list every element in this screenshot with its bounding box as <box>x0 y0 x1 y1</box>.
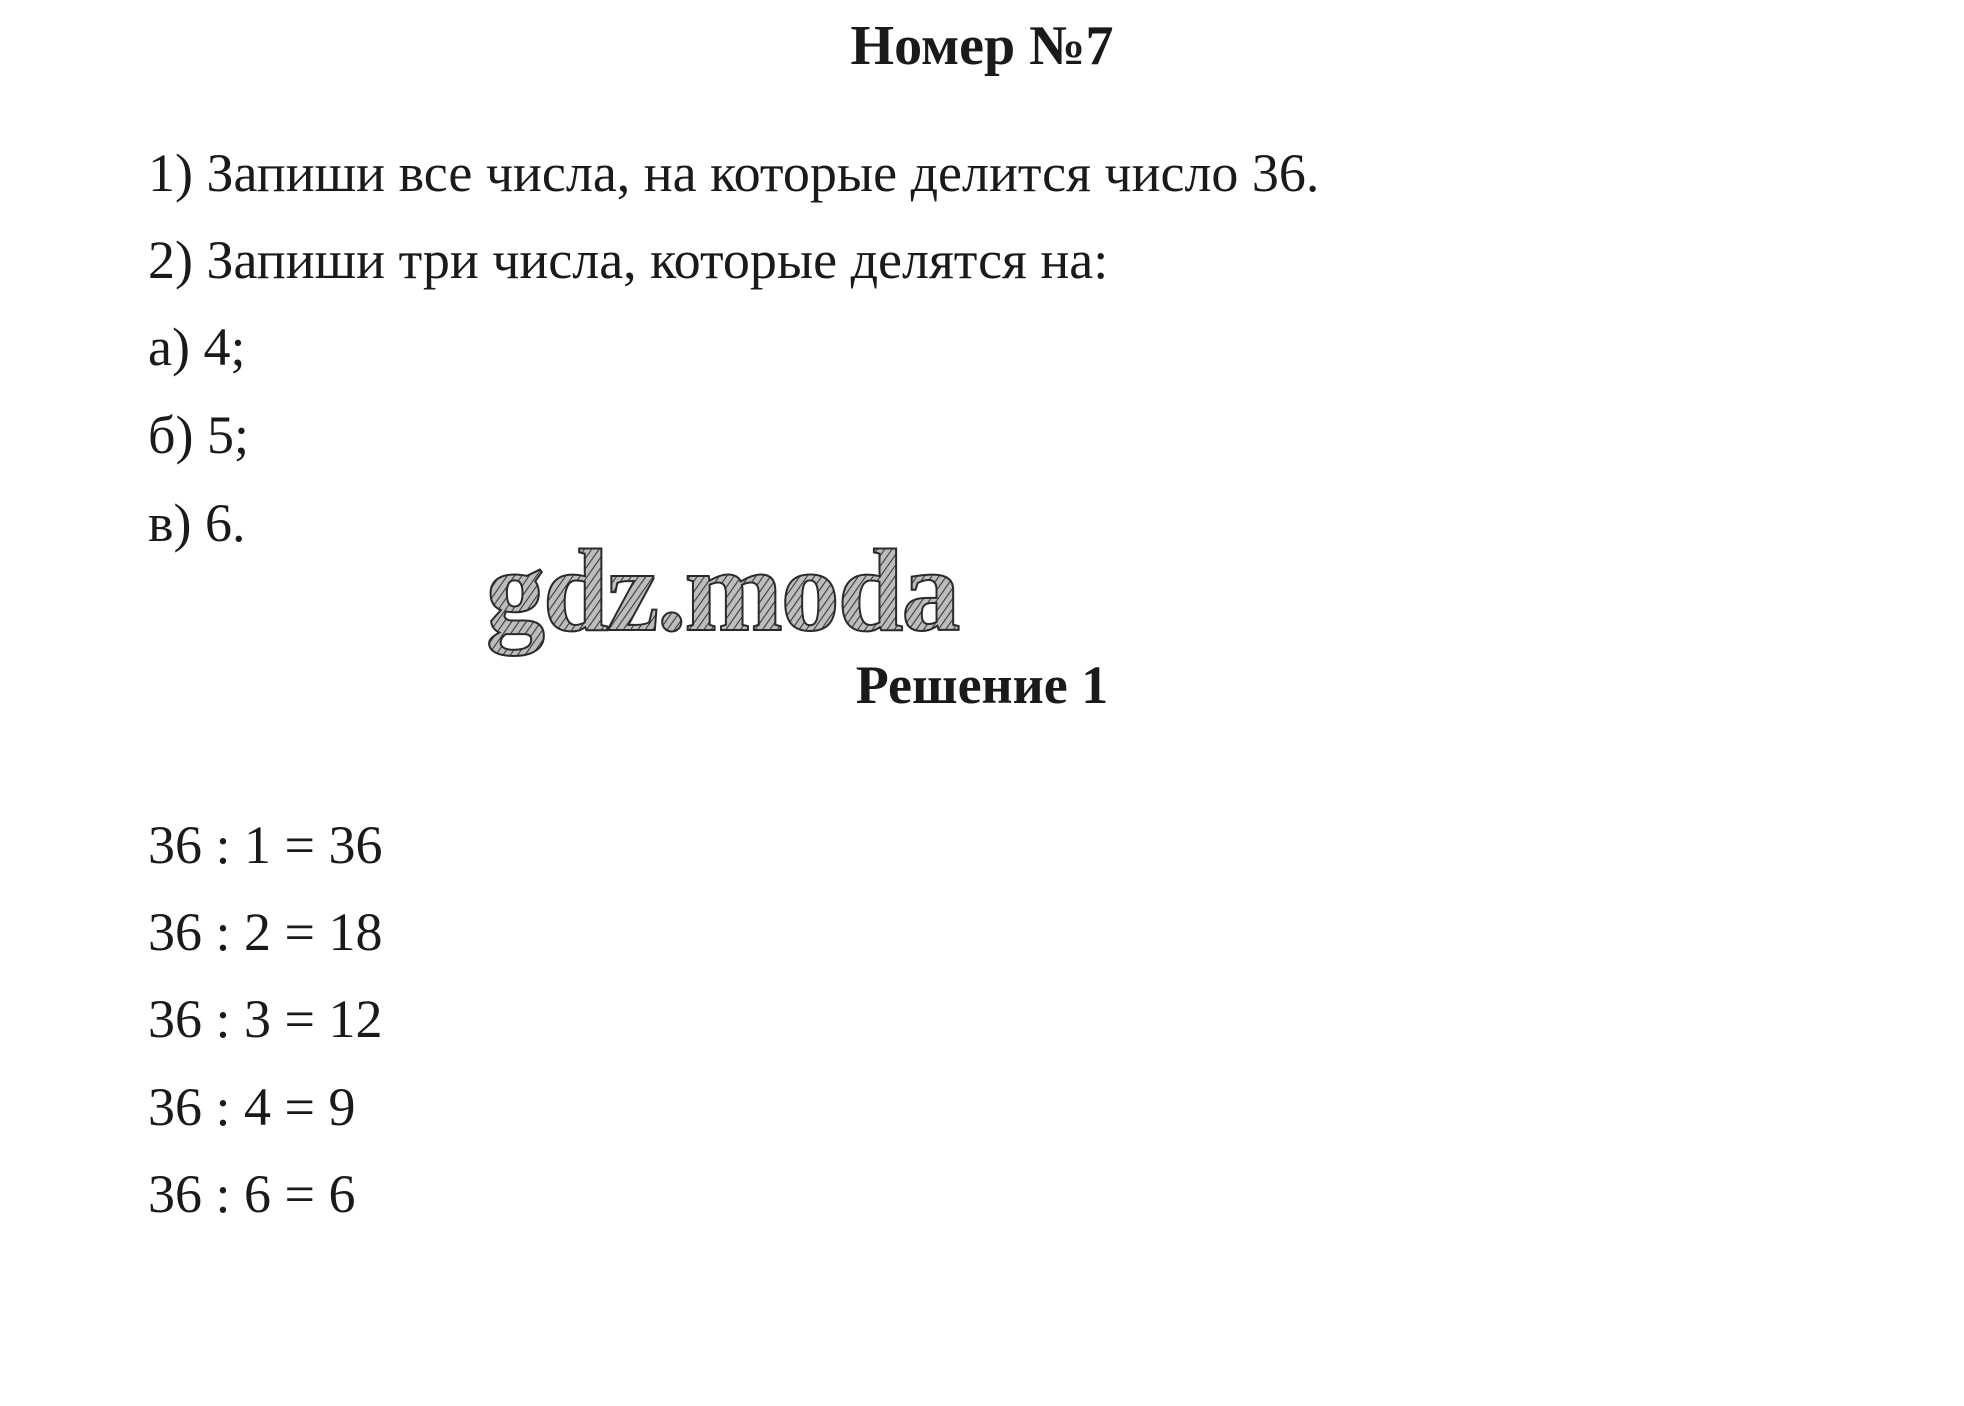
solution-line: 36 : 1 = 36 <box>148 815 383 875</box>
solution-line: 36 : 4 = 9 <box>148 1077 356 1137</box>
solution-line: 36 : 3 = 12 <box>148 989 383 1049</box>
task-item-2: 2) Запиши три числа, которые делятся на: <box>148 230 1109 290</box>
task-subitem-a: а) 4; <box>148 317 246 377</box>
solution-line: 36 : 6 = 6 <box>148 1164 356 1224</box>
watermark-logo <box>480 530 1040 660</box>
page-title: Номер №7 <box>850 15 1114 77</box>
solution-line: 36 : 2 = 18 <box>148 902 383 962</box>
task-item-1: 1) Запиши все числа, на которые делится число 36. <box>148 143 1320 203</box>
svg-text:gdz.moda: gdz.moda <box>486 530 959 656</box>
solution-heading: Решение 1 <box>855 655 1109 715</box>
task-subitem-b: б) 5; <box>148 405 249 465</box>
task-subitem-v: в) 6. <box>148 493 246 553</box>
